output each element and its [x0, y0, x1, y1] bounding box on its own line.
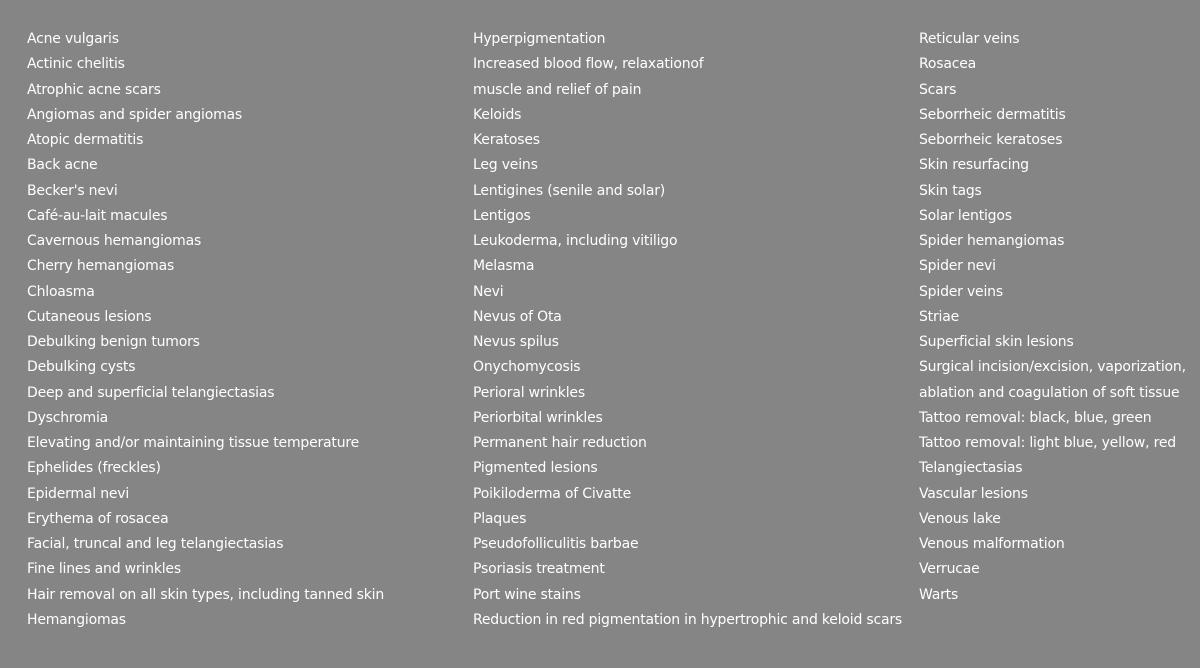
list-item: Striae	[919, 308, 960, 325]
list-item: Cherry hemangiomas	[27, 258, 175, 275]
list-item: Elevating and/or maintaining tissue temperature	[27, 435, 360, 451]
list-item: Skin resurfacing	[919, 157, 1029, 174]
list-item: Keloids	[473, 106, 522, 123]
list-item: Fine lines and wrinkles	[27, 561, 181, 578]
list-item: Psoriasis treatment	[473, 561, 605, 578]
list-item: Debulking cysts	[27, 359, 136, 376]
list-item: Lentigos	[473, 207, 531, 224]
list-item: Keratoses	[473, 132, 540, 148]
list-item: Scars	[919, 81, 957, 98]
list-item: Plaques	[473, 510, 527, 527]
list-item: Back acne	[27, 157, 98, 174]
list-item: Port wine stains	[473, 586, 581, 603]
list-item: Warts	[919, 586, 959, 603]
list-item: Acne vulgaris	[27, 31, 119, 47]
list-item: Venous malformation	[919, 536, 1065, 552]
list-item: Nevus of Ota	[473, 308, 562, 325]
list-item: Reduction in red pigmentation in hypertrophic and keloid scars	[473, 611, 903, 628]
list-item: Cutaneous lesions	[27, 308, 152, 325]
list-item: Periorbital wrinkles	[473, 409, 603, 426]
list-item: Onychomycosis	[473, 359, 581, 376]
list-item: Angiomas and spider angiomas	[27, 106, 243, 123]
list-item: Ephelides (freckles)	[27, 460, 161, 477]
list-item: Café-au-lait macules	[27, 207, 168, 224]
list-item: Nevi	[473, 283, 504, 300]
list-item: Perioral wrinkles	[473, 384, 585, 401]
indications-column-3	[919, 27, 1186, 608]
indications-column-2	[473, 27, 902, 633]
list-item: Rosacea	[919, 56, 977, 73]
list-item: Actinic chelitis	[27, 56, 125, 73]
list-item: ablation and coagulation of soft tissue	[919, 384, 1180, 401]
list-item: Solar lentigos	[919, 207, 1012, 224]
list-item: Vascular lesions	[919, 485, 1028, 502]
list-item: Chloasma	[27, 283, 95, 300]
list-item: Tattoo removal: black, blue, green	[919, 409, 1152, 426]
list-item: Skin tags	[919, 182, 982, 199]
list-item: Atrophic acne scars	[27, 81, 161, 98]
list-item: Spider hemangiomas	[919, 233, 1065, 249]
list-item: Leukoderma, including vitiligo	[473, 233, 678, 249]
list-item: Superficial skin lesions	[919, 334, 1074, 350]
list-item: Tattoo removal: light blue, yellow, red	[919, 435, 1176, 451]
list-item: Atopic dermatitis	[27, 132, 144, 148]
list-item: Pseudofolliculitis barbae	[473, 536, 639, 552]
list-item: Deep and superficial telangiectasias	[27, 384, 275, 401]
list-item: muscle and relief of pain	[473, 81, 642, 98]
list-item: Melasma	[473, 258, 535, 275]
list-item: Hemangiomas	[27, 611, 126, 628]
list-item: Nevus spilus	[473, 334, 559, 350]
list-item: Poikiloderma of Civatte	[473, 485, 631, 502]
list-item: Facial, truncal and leg telangiectasias	[27, 536, 284, 552]
list-item: Becker's nevi	[27, 182, 118, 199]
list-item: Cavernous hemangiomas	[27, 233, 202, 249]
list-item: Erythema of rosacea	[27, 510, 169, 527]
list-item: Seborrheic keratoses	[919, 132, 1063, 148]
list-item: Verrucae	[919, 561, 980, 578]
list-item: Debulking benign tumors	[27, 334, 200, 350]
list-item: Hair removal on all skin types, including tanned skin	[27, 586, 384, 603]
list-item: Reticular veins	[919, 31, 1020, 47]
list-item: Pigmented lesions	[473, 460, 598, 477]
list-item: Leg veins	[473, 157, 538, 174]
list-item: Seborrheic dermatitis	[919, 106, 1066, 123]
list-item: Dyschromia	[27, 409, 109, 426]
list-item: Hyperpigmentation	[473, 31, 606, 47]
list-item: Venous lake	[919, 510, 1001, 527]
list-item: Lentigines (senile and solar)	[473, 182, 666, 199]
list-item: Telangiectasias	[919, 460, 1023, 477]
list-item: Increased blood flow, relaxationof	[473, 56, 704, 73]
list-item: Permanent hair reduction	[473, 435, 647, 451]
list-item: Surgical incision/excision, vaporization,	[919, 359, 1186, 376]
list-item: Spider veins	[919, 283, 1003, 300]
indications-column-1	[27, 27, 384, 633]
list-item: Epidermal nevi	[27, 485, 130, 502]
list-item: Spider nevi	[919, 258, 996, 275]
